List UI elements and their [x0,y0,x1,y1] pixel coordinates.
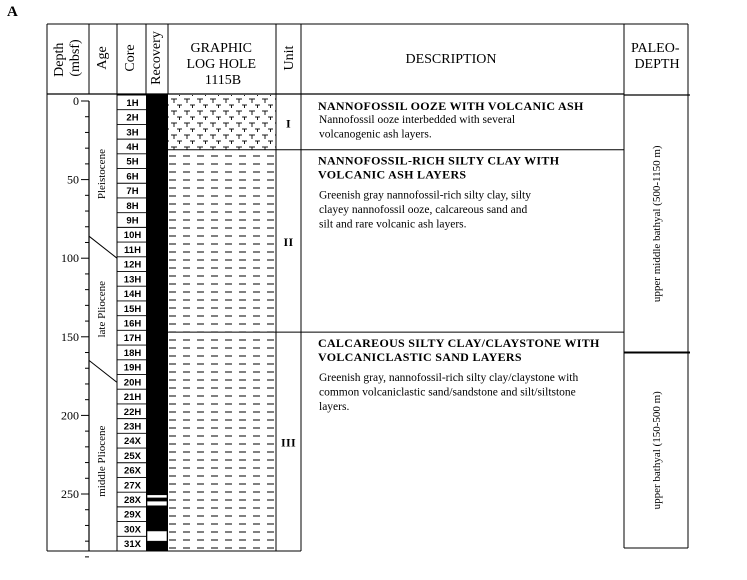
paleodepth-column [624,95,690,509]
age-label: Pleistocene [96,149,108,200]
core-header: Core [123,44,138,72]
core-label: 8H [126,200,139,212]
age-label: middle Pliocene [96,425,108,497]
paleodepth-header-line2: DEPTH [634,57,680,72]
age-header: Age [95,46,110,70]
unit-description-text: Greenish gray, nannofossil-rich silty clay/claystone with [319,372,579,385]
depth-header [52,39,83,77]
unit-numeral: II [283,234,294,249]
recovery-gap [147,501,167,506]
depth-tick-label: 200 [61,408,79,423]
age-boundary-line [89,360,117,382]
depth-tick-label: 0 [73,94,79,108]
core-label: 4H [126,141,139,153]
unit-header: Unit [282,45,297,71]
core-label: 25X [124,450,141,462]
age-column [89,149,117,497]
description-column [318,99,600,413]
recovery-bar [146,95,168,551]
lithology-interval [168,150,276,332]
column-headers [52,31,683,88]
core-label: 1H [126,97,139,109]
recovery-column [146,95,168,551]
depth-tick-label: 250 [61,487,79,501]
unit-numeral: I [286,116,291,131]
unit-title: CALCAREOUS SILTY CLAY/CLAYSTONE WITH [318,336,600,351]
core-label: 10H [123,230,142,242]
unit-description-text: silt and rare volcanic ash layers. [319,218,467,231]
core-label: 21H [123,392,142,404]
core-label: 6H [126,171,139,183]
unit-title: NANNOFOSSIL-RICH SILTY CLAY WITH [318,153,560,168]
core-label: 22H [123,406,142,418]
core-label: 28X [124,495,141,507]
graphic-log-header [186,41,259,88]
core-label: 11H [124,244,141,256]
core-label: 16H [123,318,142,330]
unit-description-text: layers. [319,401,350,414]
core-label: 3H [126,127,139,139]
core-label: 15H [123,303,142,315]
core-label: 13H [123,274,142,286]
description-header: DESCRIPTION [405,52,497,67]
core-label: 14H [123,289,142,301]
core-label: 23H [123,421,142,433]
unit-description-text: clayey nannofossil ooze, calcareous sand and [319,204,528,217]
unit-description-text: common volcaniclastic sand/sandstone and silt/siltstone [319,386,576,399]
lithology-interval [168,332,276,551]
core-label: 30X [124,524,141,536]
core-label: 20H [123,377,142,389]
core-label: 9H [126,215,139,227]
unit-title: NANNOFOSSIL OOZE WITH VOLCANIC ASH [318,99,584,113]
core-label: 7H [126,186,139,198]
depth-tick-label: 100 [61,251,79,266]
core-label: 12H [123,259,142,271]
core-label: 26X [124,465,141,477]
core-label: 27X [124,480,141,492]
depth-header-line1: Depth [52,42,67,77]
core-label: 24X [124,436,141,448]
recovery-header: Recovery [149,31,164,85]
unit-description-text: volcanogenic ash layers. [319,128,432,141]
depth-tick-label: 50 [67,172,79,187]
age-boundary-line [89,236,117,258]
lithology-interval [168,95,276,150]
unit-column [281,116,296,449]
depth-axis [61,94,89,557]
unit-description-text: Greenish gray nannofossil-rich silty clay, silty [319,189,531,202]
depth-tick-label: 150 [61,329,79,344]
core-label: 19H [123,362,142,374]
core-label: 29X [124,509,141,521]
recovery-gap [147,495,167,498]
graphic-header-line3: 1115B [204,73,242,88]
depth-header-line2: (mbsf) [68,39,83,77]
unit-numeral: III [281,435,296,450]
panel-label: A [7,4,18,20]
core-label: 17H [123,333,142,345]
core-label: 2H [126,112,139,124]
unit-title: VOLCANICLASTIC SAND LAYERS [318,350,522,365]
paleodepth-label: upper middle bathyal (500-1150 m) [651,145,663,303]
graphic-header-line1: GRAPHIC [190,41,252,56]
core-label: 5H [126,156,139,168]
unit-title: VOLCANIC ASH LAYERS [318,167,467,182]
recovery-gap [147,531,167,541]
graphic-header-line2: LOG HOLE [186,57,257,72]
unit-description-text: Nannofossil ooze interbedded with several [319,114,516,126]
paleodepth-label: upper bathyal (150-500 m) [651,391,663,510]
core-label: 18H [123,347,142,359]
core-label: 31X [124,539,141,551]
age-label: late Pliocene [96,281,108,338]
paleodepth-header-line1: PALEO- [631,41,680,56]
paleodepth-header [631,41,683,72]
